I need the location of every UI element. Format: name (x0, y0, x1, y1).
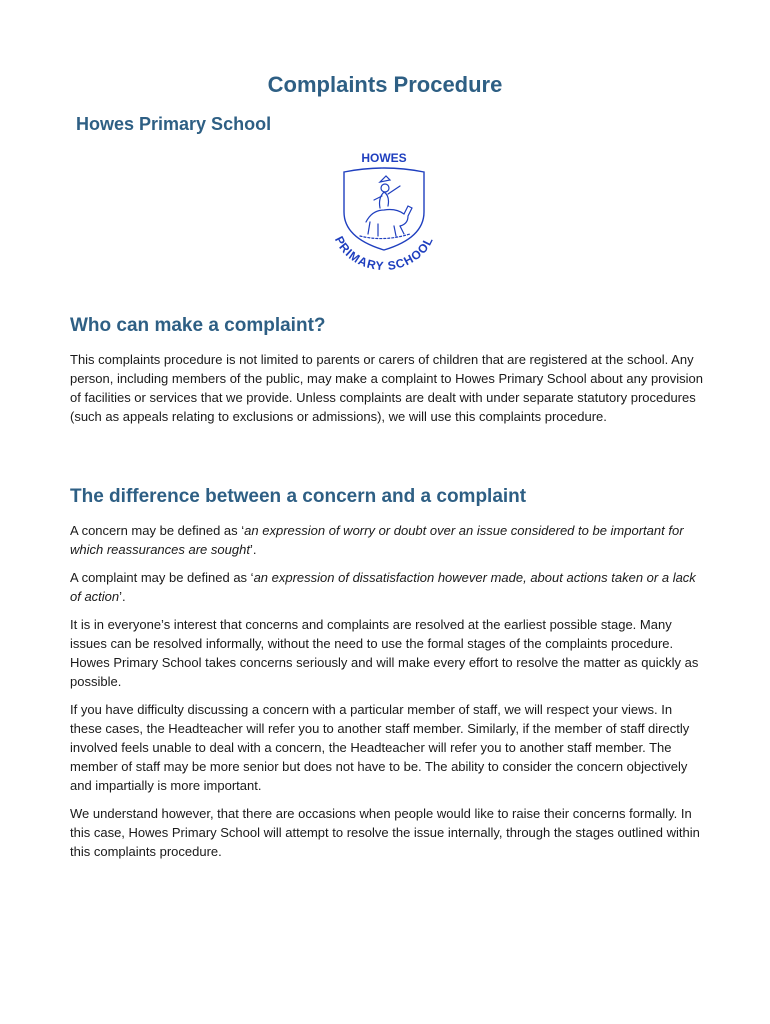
school-name: Howes Primary School (76, 114, 272, 134)
complaint-definition: an expression of dissatisfaction however made, about actions taken or a lack of action (70, 570, 696, 604)
definition-prefix: A concern may be defined as ‘ (70, 523, 245, 538)
school-logo (324, 146, 444, 272)
concern-definition: an expression of worry or doubt over an issue considered to be important for which reassurances are sought (70, 523, 684, 557)
paragraph-complaint-definition (70, 568, 706, 606)
document-title: Complaints Procedure (267, 72, 503, 97)
paragraph-formal: We understand however, that there are occasions when people would like to raise their concerns formally. In this case, Howes Primary School will attempt to resolve the issue internally, through the stages outlined within this complaints procedure. (70, 806, 700, 859)
section-concern-vs-complaint (70, 485, 706, 870)
definition-suffix: ’. (249, 542, 257, 557)
paragraph-who: This complaints procedure is not limited to parents or carers of children that are registered at the school. Any person, including members of the public, may make a complaint to Howes Primary School about any provision of facilities or services that we provide. Unless complaints are dealt with under separate statutory procedures (such as appeals relating to exclusions or admissions), we will use this complaints procedure. (70, 352, 703, 424)
section-who-can-complain (70, 314, 706, 435)
section-heading: Who can make a complaint? (70, 315, 326, 336)
section-heading: The difference between a concern and a complaint (70, 486, 527, 507)
logo-top-text: HOWES (361, 151, 407, 165)
horse-rider-icon (360, 176, 412, 239)
svg-text:PRIMARY SCHOOL (332, 234, 436, 272)
paragraph-difficulty: If you have difficulty discussing a concern with a particular member of staff, we will respect your views. In these cases, the Headteacher will refer you to another staff member. Similarly, if the member of staff directly involved feels unable to deal with a concern, the Headteacher will refer you to another staff member. The member of staff may be more senior but does not have to be. The ability to consider the concern objectively and impartially is more important. (70, 702, 690, 793)
logo-bottom-text: PRIMARY SCHOOL (331, 233, 437, 272)
paragraph-concern-definition (70, 521, 706, 559)
definition-suffix: ’. (119, 589, 126, 604)
definition-prefix: A complaint may be defined as ‘ (70, 570, 254, 585)
paragraph-interest: It is in everyone’s interest that concerns and complaints are resolved at the earliest possible stage. Many issues can be resolved informally, without the need to use the formal stages of the complaints procedure. Howes Primary School takes concerns seriously and will make every effort to resolve the matter as quickly as possible. (70, 617, 699, 689)
